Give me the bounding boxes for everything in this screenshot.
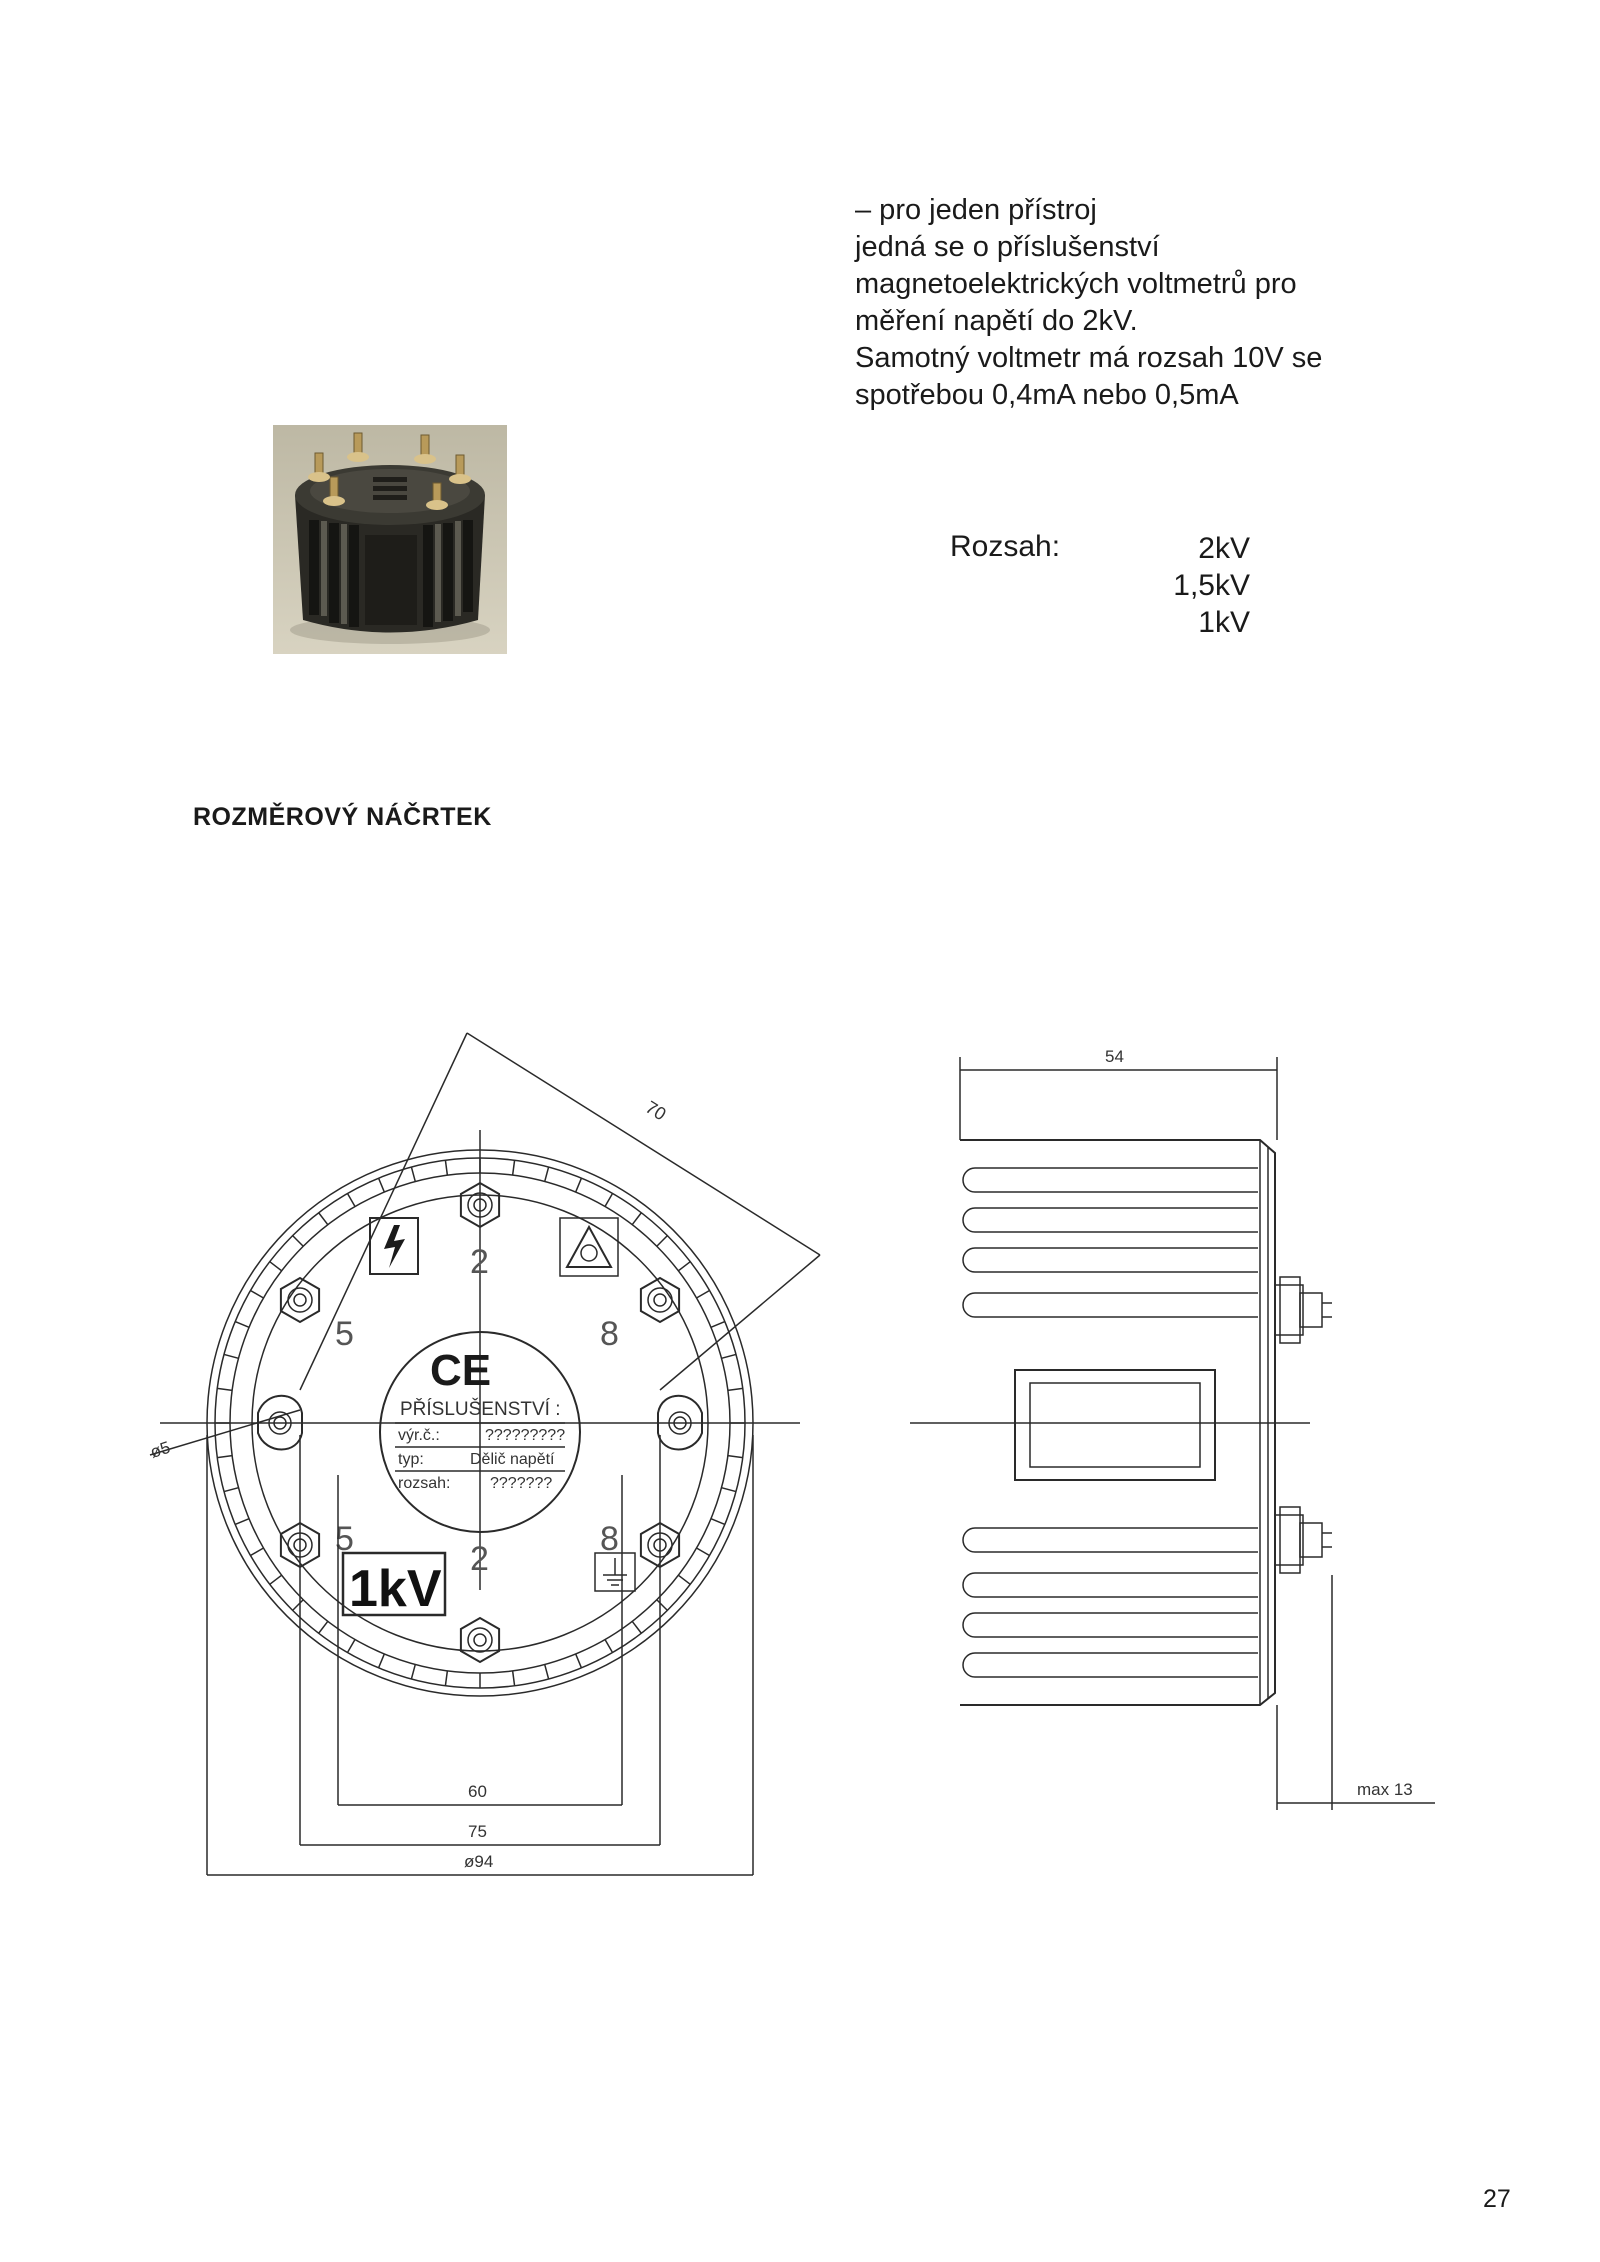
terminal-label: 2 xyxy=(470,1243,489,1281)
nameplate-value: ????????? xyxy=(485,1427,566,1444)
description-text xyxy=(855,192,1415,414)
side-view xyxy=(910,1047,1435,1810)
nameplate-key: typ: xyxy=(398,1451,424,1468)
dimension-94: ø94 xyxy=(464,1852,494,1871)
dimension-75: 75 xyxy=(468,1822,487,1841)
terminal-label: 5 xyxy=(335,1315,354,1353)
terminal-label: 8 xyxy=(600,1520,619,1558)
description-line: jedná se o příslušenství xyxy=(855,231,1160,263)
terminal-label: 8 xyxy=(600,1315,619,1353)
page-number: 27 xyxy=(1483,2185,1511,2213)
high-voltage-icon xyxy=(384,1225,405,1268)
description-line: magnetoelektrických voltmetrů pro xyxy=(855,268,1297,300)
range-label: Rozsah: xyxy=(950,530,1061,563)
front-view xyxy=(148,1033,820,1875)
terminal-screw-icon xyxy=(1275,1507,1332,1573)
description-line: Samotný voltmetr má rozsah 10V se xyxy=(855,342,1323,374)
range-values xyxy=(1130,530,1250,641)
nameplate-title: PŘÍSLUŠENSTVÍ : xyxy=(400,1399,561,1420)
dimension-hole: ø5 xyxy=(147,1437,173,1462)
section-title: ROZMĚROVÝ NÁČRTEK xyxy=(193,803,492,831)
dimension-drawing xyxy=(140,1015,1470,1895)
description-line: měření napětí do 2kV. xyxy=(855,305,1138,337)
terminal-label: 5 xyxy=(335,1520,354,1558)
terminal-label: 2 xyxy=(470,1540,489,1578)
dimension-70: 70 xyxy=(642,1096,670,1125)
description-line: – pro jeden přístroj xyxy=(855,194,1097,226)
ground-icon xyxy=(603,1558,627,1585)
nameplate-key: rozsah: xyxy=(398,1475,451,1492)
ce-mark: CE xyxy=(430,1346,492,1395)
voltage-divider-photo xyxy=(273,425,507,654)
dimension-60: 60 xyxy=(468,1782,487,1801)
range-value: 1kV xyxy=(1198,606,1250,639)
nameplate-value: ??????? xyxy=(490,1475,553,1492)
dimension-max: max 13 xyxy=(1357,1780,1413,1799)
description-line: spotřebou 0,4mA nebo 0,5mA xyxy=(855,379,1239,411)
dimension-54: 54 xyxy=(1105,1047,1124,1066)
terminal-screw-icon xyxy=(1275,1277,1332,1343)
range-value: 1,5kV xyxy=(1173,569,1250,602)
nameplate-key: výr.č.: xyxy=(398,1427,440,1444)
range-badge: 1kV xyxy=(349,1560,442,1618)
range-value: 2kV xyxy=(1198,532,1250,565)
nameplate-value: Dělič napětí xyxy=(470,1451,555,1468)
